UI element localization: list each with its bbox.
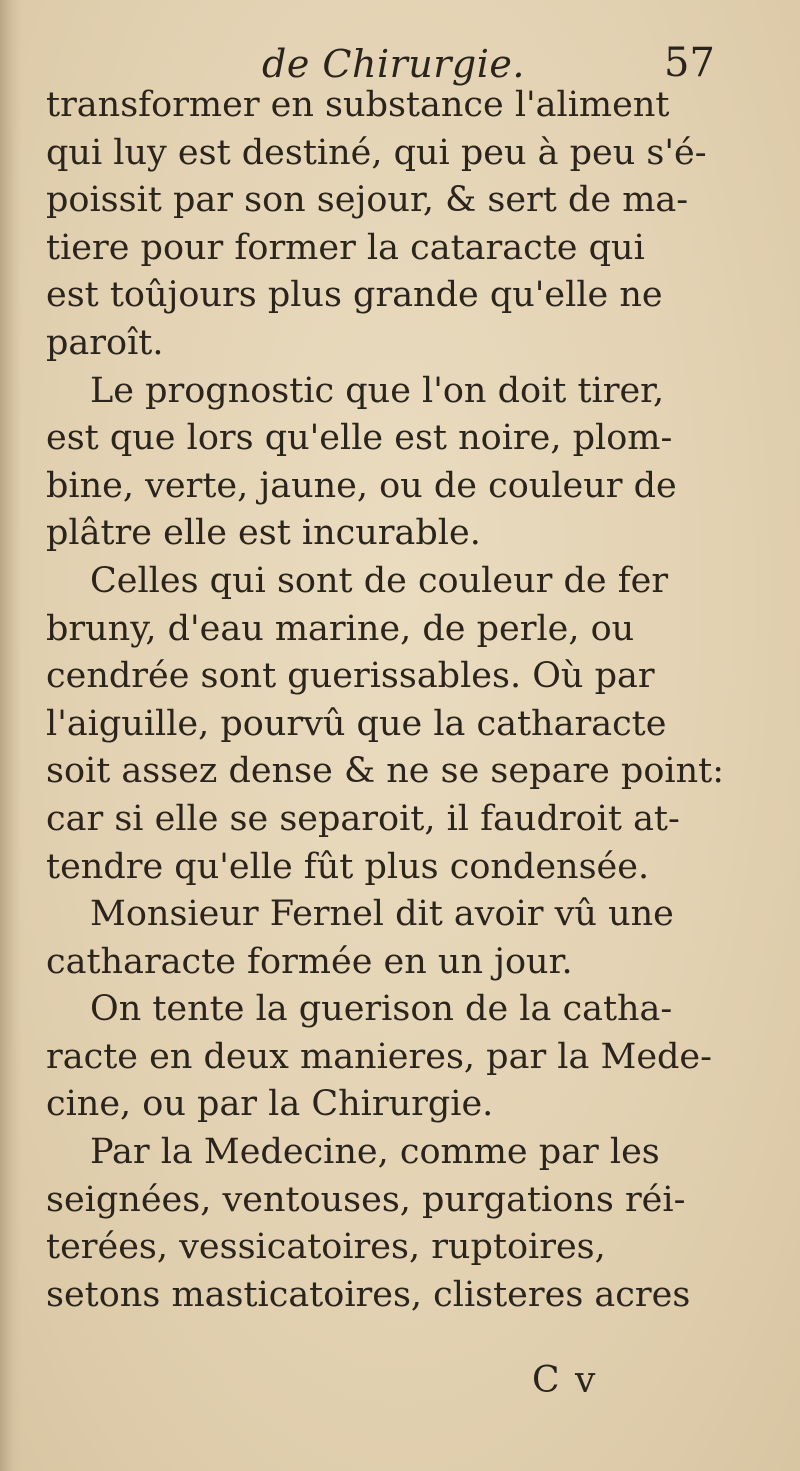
text-line: Celles qui sont de couleur de fer	[90, 560, 669, 601]
signature-mark: C v	[532, 1360, 598, 1401]
running-head-title: de Chirurgie.	[262, 42, 525, 86]
text-line: tendre qu'elle fût plus condensée.	[46, 846, 650, 887]
text-line: Le prognostic que l'on doit tirer,	[90, 370, 665, 411]
text-line: Monsieur Fernel dit avoir vû une	[90, 894, 674, 935]
text-line: est que lors qu'elle est noire, plom-	[46, 418, 673, 459]
text-line: est toûjours plus grande qu'elle ne	[46, 275, 663, 316]
text-line: poissit par son sejour, & sert de ma-	[46, 180, 689, 221]
text-line: bine, verte, jaune, ou de couleur de	[46, 465, 677, 506]
text-line: bruny, d'eau marine, de perle, ou	[46, 608, 635, 649]
text-line: cendrée sont guerissables. Où par	[46, 656, 655, 697]
text-line: setons masticatoires, clisteres acres	[46, 1274, 691, 1315]
text-line: catharacte formée en un jour.	[46, 941, 573, 982]
text-line: transformer en substance l'aliment	[46, 85, 670, 125]
text-line: terées, vessicatoires, ruptoires,	[46, 1227, 606, 1268]
page-gutter-shadow	[0, 0, 22, 1471]
text-line: car si elle se separoit, il faudroit at-	[46, 798, 680, 839]
text-line: Par la Medecine, comme par les	[90, 1132, 660, 1173]
text-line: racte en deux manieres, par la Mede-	[46, 1036, 712, 1077]
text-line: tiere pour former la cataracte qui	[46, 227, 645, 268]
text-line: plâtre elle est incurable.	[46, 513, 481, 554]
text-line: qui luy est destiné, qui peu à peu s'é-	[46, 132, 707, 173]
body-text	[46, 82, 736, 1319]
text-line: On tente la guerison de la catha-	[90, 989, 673, 1030]
text-line: paroît.	[46, 322, 164, 363]
text-line: soit assez dense & ne se separe point:	[46, 751, 724, 792]
page-number: 57	[664, 40, 715, 86]
text-line: l'aiguille, pourvû que la catharacte	[46, 703, 667, 744]
text-line: seignées, ventouses, purgations réi-	[46, 1179, 686, 1220]
text-line: cine, ou par la Chirurgie.	[46, 1084, 494, 1125]
